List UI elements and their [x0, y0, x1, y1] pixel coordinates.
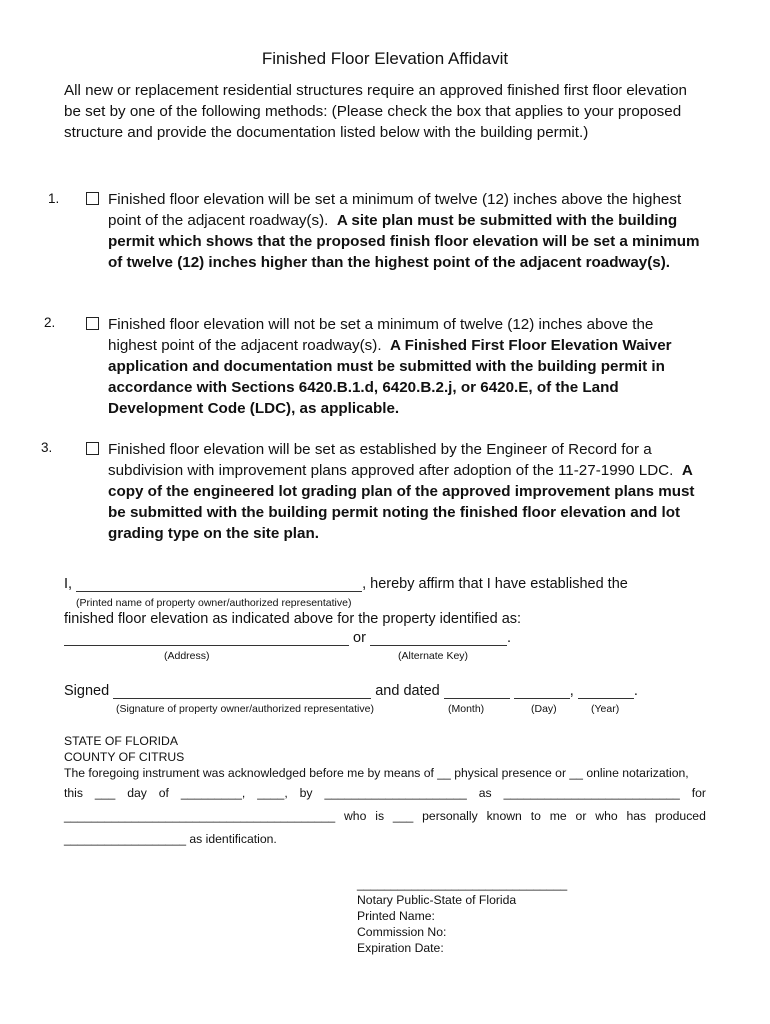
year-caption: (Year) [591, 703, 620, 715]
word: personally [422, 809, 478, 823]
and-dated-label: and dated [375, 683, 440, 699]
entity-blank[interactable]: ________________________________________ [64, 809, 336, 823]
word: who [344, 809, 367, 823]
month-caption: (Month) [448, 703, 485, 715]
word: this [64, 786, 83, 800]
word: as [478, 786, 492, 800]
alternate-key-caption: (Alternate Key) [398, 650, 469, 662]
option-3-text: Finished floor elevation will be set as established by the Engineer of Record for a subdivision with improvement plans approved after adoption of the 11-27-1990 LDC. [108, 441, 674, 479]
day-blank[interactable]: ___ [94, 786, 116, 800]
option-1-checkbox[interactable] [86, 192, 99, 205]
year-blank[interactable]: ____, [257, 786, 288, 800]
signature-field[interactable] [113, 684, 371, 699]
option-2 [86, 314, 706, 419]
affirm-prefix: I, [64, 576, 73, 592]
affirm-suffix: , hereby affirm that I have established the [362, 576, 628, 592]
option-2-text: Finished floor elevation will not be set a minimum of twelve (12) inches above the highest point of the adjacent roadway(s). [108, 316, 654, 354]
option-1 [86, 189, 706, 273]
word: for [691, 786, 706, 800]
identification-line: __________________ as identification. [64, 832, 277, 846]
day-field[interactable] [514, 684, 570, 699]
option-1-text: Finished floor elevation will be set a minimum of twelve (12) inches above the highest point of the adjacent roadway(s). [108, 191, 682, 229]
state-label: STATE OF FLORIDA [64, 734, 178, 748]
printed-name-caption: (Printed name of property owner/authorized representative) [76, 597, 352, 609]
month-field[interactable] [444, 684, 510, 699]
capacity-blank[interactable]: __________________________ [503, 786, 680, 800]
word: day [127, 786, 147, 800]
acknowledgement-text: The foregoing instrument was acknowledged before me by means of __ physical presence or __ online notarization, [64, 766, 689, 780]
printed-name-field[interactable] [76, 577, 362, 592]
option-3 [86, 439, 706, 544]
day-caption: (Day) [531, 703, 557, 715]
signed-label: Signed [64, 683, 110, 699]
printed-name-label: Printed Name: [357, 909, 435, 923]
page-title: Finished Floor Elevation Affidavit [261, 49, 509, 68]
word: me [549, 809, 567, 823]
affirm-line-2: finished floor elevation as indicated above for the property identified as: [64, 611, 522, 627]
notary-signature-block [357, 876, 567, 956]
option-3-checkbox[interactable] [86, 442, 99, 455]
option-2-requirement: A Finished First Floor Elevation Waiver application and documentation must be submitted with the building permit in accordance with Sections 6420.B.1.d, 6420.B.2.j, or 6420.E, of the Land Development Code (LDC), as applicable. [108, 337, 672, 417]
word: produced [655, 809, 706, 823]
month-blank[interactable]: _________, [180, 786, 246, 800]
option-3-requirement: A copy of the engineered lot grading plan of the approved improvement plans must be submitted with the building permit noting the finished floor elevation and lot grading type on the site plan. [108, 462, 695, 542]
or-label: or [353, 630, 366, 646]
notary-title: Notary Public-State of Florida [357, 893, 517, 907]
affirm-line [64, 576, 628, 592]
word: is [375, 809, 385, 823]
word: or [575, 809, 587, 823]
known-blank[interactable]: ___ [392, 809, 414, 823]
option-1-number: 1. [48, 191, 60, 206]
word: who [595, 809, 618, 823]
option-2-checkbox[interactable] [86, 317, 99, 330]
notary-line-b [64, 809, 706, 823]
address-caption: (Address) [164, 650, 210, 662]
option-3-number: 3. [41, 440, 53, 455]
alternate-key-field[interactable] [370, 631, 507, 646]
commission-label: Commission No: [357, 925, 447, 939]
signed-line: Signed and dated , . [64, 683, 638, 699]
option-1-requirement: A site plan must be submitted with the building permit which shows that the proposed finish floor elevation will be set a minimum of twelve (12) inches higher than the highest point of the adjacent roadway(s). [108, 212, 700, 271]
year-field[interactable] [578, 684, 634, 699]
word: known [486, 809, 522, 823]
signature-caption: (Signature of property owner/authorized representative) [116, 703, 374, 715]
expiration-label: Expiration Date: [357, 941, 444, 955]
option-2-number: 2. [44, 315, 56, 330]
word: by [299, 786, 313, 800]
address-line: or . [64, 630, 511, 646]
intro-paragraph: All new or replacement residential structures require an approved finished first floor elevation be set by one of the following methods: (Please check the box that applies to your proposed structure and provide the documentation listed below with the building permit.) [64, 82, 688, 141]
county-label: COUNTY OF CITRUS [64, 750, 185, 764]
notary-signature-line[interactable]: _______________________________ [357, 877, 568, 891]
word: to [530, 809, 541, 823]
notary-section [64, 733, 689, 781]
name-blank[interactable]: _____________________ [324, 786, 467, 800]
word: of [158, 786, 169, 800]
address-field[interactable] [64, 631, 349, 646]
notary-line-a [64, 786, 706, 800]
word: has [626, 809, 647, 823]
